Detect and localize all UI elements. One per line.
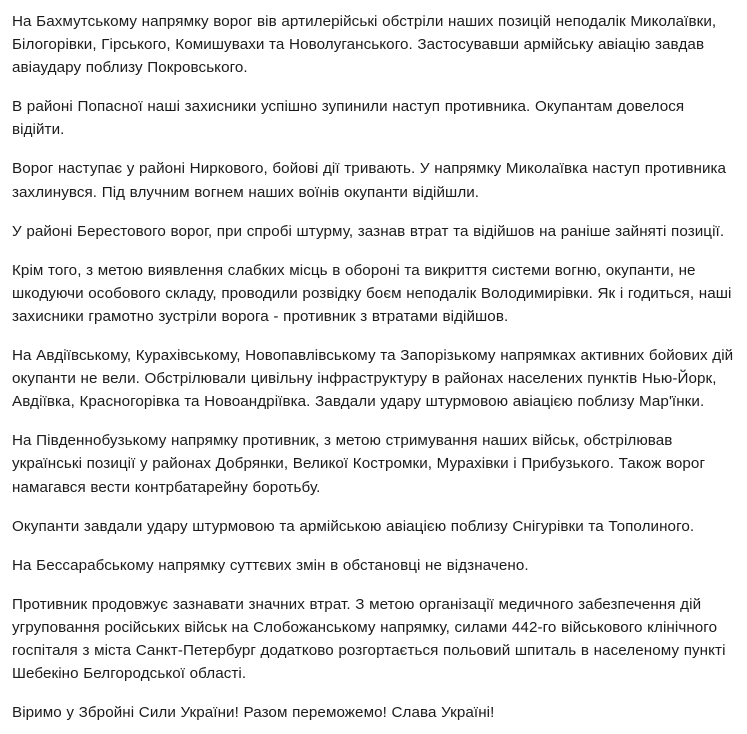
paragraph: Противник продовжує зазнавати значних втрат. З метою організації медичного забезпечення дій угруповання російських військ на Слобожанському напрямку, силами 442-го військового клінічного госпіталя з міста Санкт-Петербург додатково розгортається польовий шпиталь в населеному пункті Шебекіно Белгородської області. <box>12 595 726 683</box>
paragraph: Віримо у Збройні Сили України! Разом переможемо! Слава Україні! <box>12 704 495 722</box>
paragraph: Ворог наступає у районі Ниркового, бойові дії тривають. У напрямку Миколаївка наступ противника захлинувся. Під влучним вогнем наших воїнів окупанти відійшли. <box>12 160 727 201</box>
paragraph: Окупанти завдали удару штурмовою та армійською авіацією поблизу Снігурівки та Тополиного. <box>12 517 695 535</box>
paragraph: В районі Попасної наші захисники успішно зупинили наступ противника. Окупантам довелося відійти. <box>12 98 685 139</box>
paragraph: На Бахмутському напрямку ворог вів артилерійські обстріли наших позицій неподалік Миколаївки, Білогорівки, Гірського, Комишувахи та Новолуганського. Застосувавши армійську авіацію завдав авіаудару поблизу Покровського. <box>12 13 717 77</box>
paragraph: На Південнобузькому напрямку противник, з метою стримування наших військ, обстрілював українські позиції у районах Добрянки, Великої Костромки, Мурахівки і Прибузького. Також ворог намагався вести контрбатарейну боротьбу. <box>12 432 706 496</box>
paragraph: У районі Берестового ворог, при спробі штурму, зазнав втрат та відійшов на раніше зайняті позиції. <box>12 222 725 240</box>
paragraph: Крім того, з метою виявлення слабких місць в обороні та викриття системи вогню, окупанти, не шкодуючи особового складу, проводили розвідку боєм неподалік Володимирівки. Як і годиться, наші захисники грамотно зустріли ворога - противник з втратами відійшов. <box>12 261 732 325</box>
paragraph: На Авдіївському, Курахівському, Новопавлівському та Запорізькому напрямках активних бойових дій окупанти не вели. Обстрілювали цивільну інфраструктуру в районах населених пунктів Нью-Йорк, Авдіївка, Красногорівка та Новоандріївка. Завдали удару штурмовою авіацією поблизу Мар'їнки. <box>12 347 734 411</box>
paragraph: На Бессарабському напрямку суттєвих змін в обстановці не відзначено. <box>12 556 529 574</box>
